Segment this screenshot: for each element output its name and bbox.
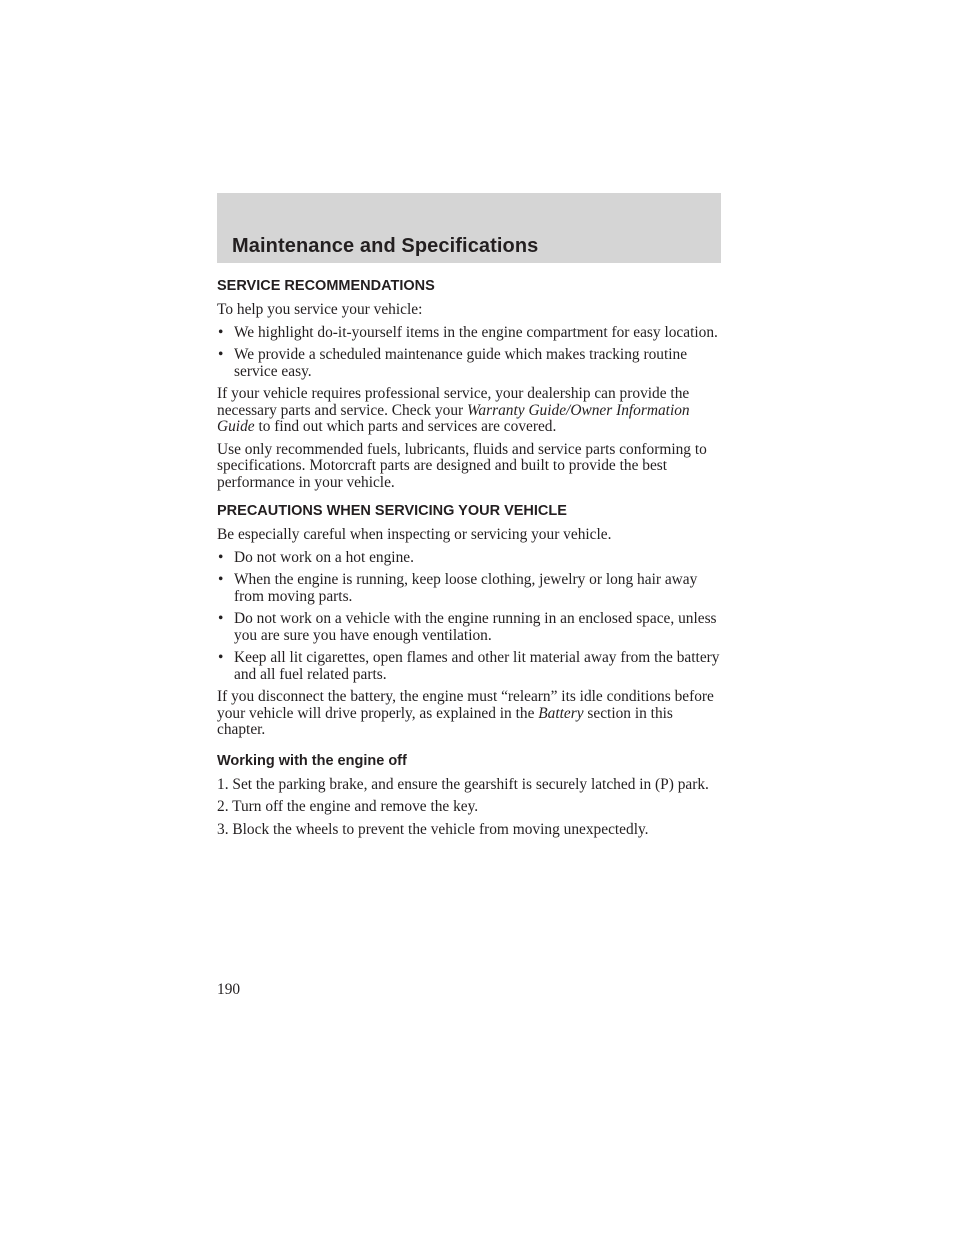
precautions-bullet-list <box>217 550 721 684</box>
list-item <box>217 347 721 380</box>
precautions-intro: Be especially careful when inspecting or servicing your vehicle. <box>217 526 612 543</box>
bullet-icon: • <box>218 548 224 566</box>
bullet-icon: • <box>218 610 224 627</box>
list-item <box>217 611 721 644</box>
paragraph-text: section in this chapter. <box>217 704 673 738</box>
section-heading-precautions: PRECAUTIONS WHEN SERVICING YOUR VEHICLE <box>217 503 567 519</box>
paragraph-text: to find out which parts and services are covered. <box>254 418 557 435</box>
list-item-text: Do not work on a vehicle with the engine running in an enclosed space, unless you are sure you have enough ventilation. <box>234 610 717 644</box>
list-item: 3. Block the wheels to prevent the vehicle from moving unexpectedly. <box>217 820 649 838</box>
list-item <box>217 550 721 567</box>
battery-section-reference: Battery <box>538 704 584 722</box>
list-item <box>217 650 721 683</box>
service-intro: To help you service your vehicle: <box>217 301 423 318</box>
warranty-guide-reference: Warranty Guide/Owner Information Guide <box>217 401 690 435</box>
list-item <box>217 572 721 605</box>
list-item-text: We highlight do-it-yourself items in the engine compartment for easy location. <box>234 323 718 341</box>
battery-relearn-paragraph <box>217 689 721 739</box>
service-bullet-list <box>217 325 721 381</box>
page-number: 190 <box>217 981 241 998</box>
section-heading-service-recommendations: SERVICE RECOMMENDATIONS <box>217 278 435 294</box>
bullet-icon: • <box>218 346 224 363</box>
page-content <box>217 276 721 844</box>
list-item: 1. Set the parking brake, and ensure the gearshift is securely latched in (P) park. <box>217 775 709 793</box>
chapter-header-band <box>217 193 721 263</box>
list-item: 2. Turn off the engine and remove the key. <box>217 798 479 815</box>
professional-service-paragraph <box>217 386 721 436</box>
bullet-icon: • <box>218 649 224 666</box>
engine-off-steps <box>217 777 721 839</box>
paragraph-text: If you disconnect the battery, the engine must “relearn” its idle conditions before your vehicle will drive properly, as explained in the <box>217 688 714 722</box>
recommended-parts-paragraph: Use only recommended fuels, lubricants, fluids and service parts conforming to specifications. Motorcraft parts are designed and built to provide the best performance in your vehicle. <box>217 440 707 491</box>
list-item-text: Keep all lit cigarettes, open flames and other lit material away from the battery and all fuel related parts. <box>234 649 720 683</box>
subheading-engine-off: Working with the engine off <box>217 752 407 769</box>
bullet-icon: • <box>218 571 224 588</box>
list-item <box>217 325 721 342</box>
list-item-text: We provide a scheduled maintenance guide which makes tracking routine service easy. <box>234 346 688 380</box>
bullet-icon: • <box>218 323 224 341</box>
list-item-text: Do not work on a hot engine. <box>234 548 414 566</box>
paragraph-text: If your vehicle requires professional service, your dealership can provide the necessary parts and service. Check your <box>217 385 690 419</box>
list-item-text: When the engine is running, keep loose clothing, jewelry or long hair away from moving parts. <box>234 571 698 605</box>
chapter-title: Maintenance and Specifications <box>232 235 539 257</box>
